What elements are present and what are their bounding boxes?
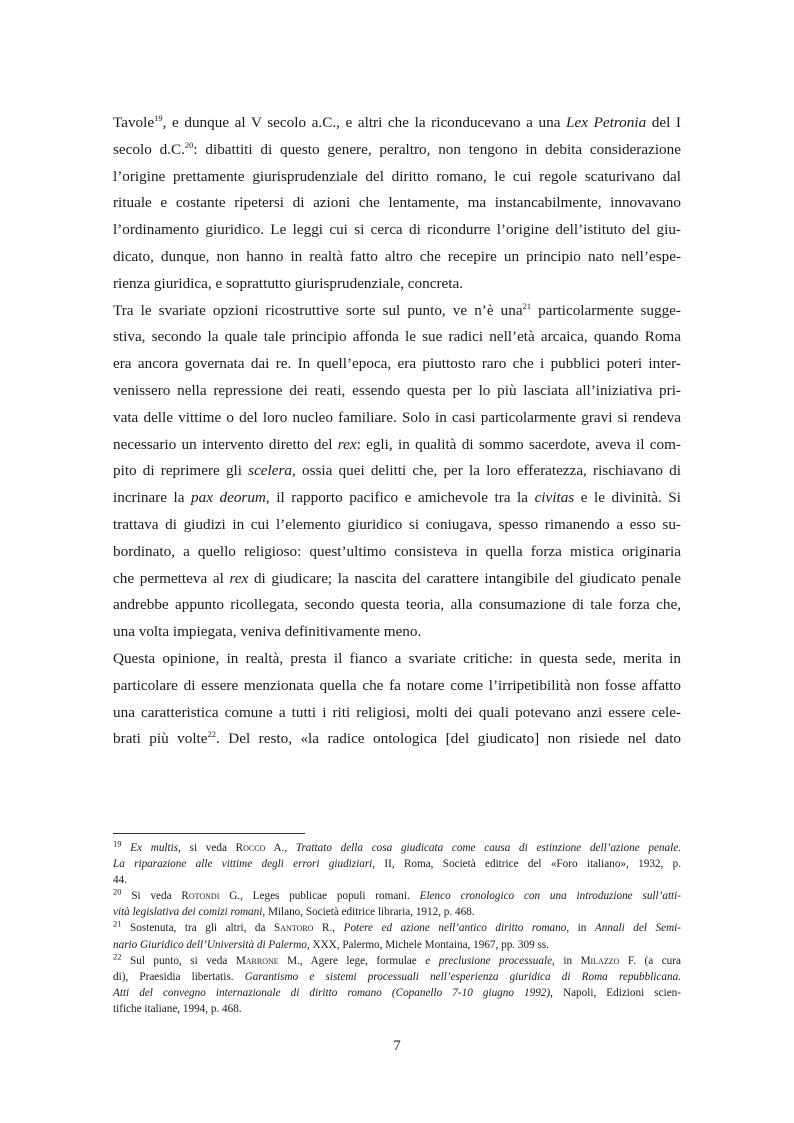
italic-text: Ex multis bbox=[130, 842, 179, 854]
text-run: R., bbox=[313, 922, 344, 935]
body-line bbox=[113, 432, 681, 459]
italic-text: rex bbox=[229, 569, 249, 587]
italic-text: Garantismo e sistemi processuali nell’esperienza giuridica di Roma repubblicana. bbox=[244, 970, 681, 983]
italic-text: civitas bbox=[534, 489, 575, 507]
text-run: , il rapporto pacifico e amichevole tra la bbox=[265, 489, 535, 507]
text-run: e le divinità. Si bbox=[574, 489, 681, 507]
text-run: del I bbox=[646, 114, 681, 131]
body-line bbox=[113, 512, 681, 539]
italic-text: Elenco cronologico con una introduzione sull’atti- bbox=[419, 890, 681, 903]
footnote-line bbox=[113, 888, 681, 904]
text-run: Si veda bbox=[121, 890, 182, 903]
text-run: , Napoli, Edizioni scien- bbox=[550, 986, 681, 999]
body-line bbox=[113, 217, 681, 244]
footnote-line bbox=[113, 969, 681, 985]
body-line bbox=[113, 164, 681, 191]
italic-text: La riparazione alle vittime degli errori giudiziari bbox=[113, 858, 373, 871]
body-line bbox=[113, 566, 681, 593]
body-line bbox=[113, 190, 681, 217]
footnote-line bbox=[113, 840, 681, 856]
text-run: , Milano, Società editrice libraria, 1912, p. 468. bbox=[262, 906, 475, 919]
italic-text: Trattato della cosa giudicata come causa di estinzione dell’azione penale. bbox=[295, 842, 681, 854]
footnote-line bbox=[113, 904, 681, 920]
text-run: brati più volte bbox=[113, 730, 208, 748]
text-run: pito di reprimere gli bbox=[113, 462, 249, 480]
body-line bbox=[113, 298, 681, 325]
italic-text: Atti del convegno internazionale di diritto romano (Copanello 7-10 giugno 1992) bbox=[113, 986, 551, 999]
body-line bbox=[113, 405, 681, 432]
text-run: venissero nella repressione dei reati, essendo questa per lo più lasciata all’iniziativa pri- bbox=[113, 381, 681, 399]
text-run: Sostenuta, tra gli altri, da bbox=[121, 922, 275, 935]
footnote-ref: 19 bbox=[113, 838, 122, 849]
body-line bbox=[113, 700, 681, 727]
body-line bbox=[113, 137, 681, 164]
body-line bbox=[113, 110, 681, 137]
footnote-ref: 22 bbox=[207, 729, 217, 740]
footnote-line bbox=[113, 950, 681, 969]
footnote-line bbox=[113, 856, 681, 872]
text-run: l’ordinamento giuridico. Le leggi cui si cerca di ricondurre l’origine dell’istituto del giu- bbox=[113, 221, 681, 239]
footnote-ref: 21 bbox=[522, 300, 532, 311]
text-run: di), Praesidia libertatis. bbox=[113, 970, 245, 983]
text-run: , XXX, Palermo, Michele Montaina, 1967, pp. 309 ss. bbox=[306, 938, 549, 951]
italic-text: Annali del Semi- bbox=[594, 922, 681, 935]
italic-text: e preclusione processuale bbox=[425, 954, 553, 967]
text-run: , ossia quei delitti che, per la loro efferatezza, rischiavano di bbox=[292, 462, 681, 480]
author-surname: Rocco bbox=[235, 842, 266, 854]
body-line bbox=[113, 646, 681, 673]
text-run: : dibattiti di questo genere, peraltro, non tengono in debita considerazione bbox=[193, 140, 681, 158]
footnote-ref: 21 bbox=[113, 918, 122, 929]
text-run bbox=[122, 842, 131, 854]
text-run: l’origine prettamente giurisprudenziale del diritto romano, le cui regole scaturivano dal bbox=[113, 167, 681, 185]
text-run: , si veda bbox=[178, 842, 236, 854]
footnote-ref: 20 bbox=[113, 886, 122, 897]
body-line bbox=[113, 673, 681, 700]
page-number: 7 bbox=[393, 1038, 401, 1054]
footnote-ref: 19 bbox=[154, 112, 163, 123]
text-run: G., Leges publicae populi romani. bbox=[219, 890, 420, 903]
author-surname: Milazzo bbox=[580, 954, 620, 967]
italic-text: scelera bbox=[248, 462, 293, 480]
text-run: , in bbox=[552, 954, 581, 967]
body-line bbox=[113, 485, 681, 512]
text-run: era ancora governata dai re. In quell’epoca, era piuttosto raro che i pubblici poteri inter- bbox=[113, 355, 681, 373]
text-run: particolare di essere menzionata quella che fa notare come l’irripetibilità non fosse affatto bbox=[113, 676, 681, 694]
text-run: trattava di giudizi in cui l’elemento giuridico si coniugava, spesso rimanendo a esso su- bbox=[113, 515, 681, 533]
footnote-line bbox=[113, 985, 681, 1001]
footnotes bbox=[113, 840, 681, 1017]
body-line bbox=[113, 271, 681, 298]
italic-text: nario Giuridico dell’Università di Palermo bbox=[113, 938, 307, 951]
italic-text: vità legislativa dei comizi romani bbox=[113, 906, 263, 919]
text-run: una caratteristica comune a tutti i riti religiosi, molti dei quali potevano anzi essere cele- bbox=[113, 703, 681, 721]
text-run: secolo d.C. bbox=[113, 140, 185, 158]
body-line bbox=[113, 592, 681, 619]
footnote-separator bbox=[113, 833, 305, 834]
text-run: bordinato, a quello religioso: quest’ultimo consisteva in quella forza mistica originaria bbox=[113, 542, 681, 560]
body-line bbox=[113, 244, 681, 271]
text-run: dicato, dunque, non hanno in realtà fatto altro che recepire un principio nato nell’espe- bbox=[113, 247, 681, 265]
footnote-line bbox=[113, 872, 681, 888]
body-line bbox=[113, 726, 681, 753]
footnote-line bbox=[113, 1001, 681, 1017]
text-run: andrebbe appunto ricollegata, secondo questa teoria, alla consumazione di tale forza che, bbox=[113, 596, 681, 614]
text-run: vata delle vittime o del loro nucleo familiare. Solo in casi particolarmente gravi si rendeva bbox=[113, 408, 681, 426]
text-run: , in bbox=[566, 922, 595, 935]
body-text bbox=[113, 110, 681, 753]
text-run: . Del resto, «la radice ontologica [del giudicato] non risiede nel dato bbox=[216, 730, 682, 748]
body-line bbox=[113, 619, 681, 646]
body-line bbox=[113, 324, 681, 351]
body-line bbox=[113, 351, 681, 378]
body-line bbox=[113, 539, 681, 566]
author-surname: Santoro bbox=[274, 922, 314, 935]
text-run: M., Agere lege, formulae bbox=[278, 954, 426, 967]
footnote-line bbox=[113, 920, 681, 936]
text-run: F. (a cura bbox=[619, 954, 681, 967]
italic-text: Lex Petronia bbox=[566, 114, 647, 131]
body-line bbox=[113, 378, 681, 405]
text-run: A., bbox=[265, 842, 296, 854]
text-run: una volta impiegata, veniva definitivamente meno. bbox=[113, 623, 422, 641]
text-run: che permetteva al bbox=[113, 569, 230, 587]
author-surname: Rotondi bbox=[181, 890, 220, 903]
text-run: : egli, in qualità di sommo sacerdote, aveva il com- bbox=[356, 435, 681, 453]
footnote-ref: 22 bbox=[113, 950, 122, 961]
text-run: Sul punto, si veda bbox=[121, 954, 236, 967]
italic-text: pax deorum bbox=[191, 489, 266, 507]
text-run: , e dunque al V secolo a.C., e altri che la riconducevano a una bbox=[162, 114, 567, 131]
footnote-line bbox=[113, 937, 681, 953]
author-surname: Marrone bbox=[235, 954, 279, 967]
text-run: Tavole bbox=[113, 114, 155, 131]
text-run: necessario un intervento diretto del bbox=[113, 435, 338, 453]
text-run: 44. bbox=[113, 874, 127, 887]
text-run: incrinare la bbox=[113, 489, 192, 507]
body-line bbox=[113, 458, 681, 485]
text-run: Tra le svariate opzioni ricostruttive sorte sul punto, ve n’è una bbox=[113, 301, 523, 319]
text-run: tifiche italiane, 1994, p. 468. bbox=[113, 1002, 242, 1015]
footnote-ref: 20 bbox=[184, 139, 194, 150]
text-run: Questa opinione, in realtà, presta il fianco a svariate critiche: in questa sede, merita in bbox=[113, 649, 681, 667]
italic-text: Potere ed azione nell’antico diritto romano bbox=[343, 922, 567, 935]
text-run: rienza giuridica, e soprattutto giurisprudenziale, concreta. bbox=[113, 274, 464, 292]
italic-text: rex bbox=[337, 435, 357, 453]
text-run: particolarmente sugge- bbox=[531, 301, 681, 319]
text-run: stiva, secondo la quale tale principio affonda le sue radici nell’età arcaica, quando Roma bbox=[113, 328, 681, 346]
text-run: , II, Roma, Società editrice del «Foro italiano», 1932, p. bbox=[372, 858, 681, 871]
text-run: di giudicare; la nascita del carattere intangibile del giudicato penale bbox=[248, 569, 681, 587]
text-run: rituale e costante ripetersi di azioni che lentamente, ma instancabilmente, innovavano bbox=[113, 194, 681, 212]
